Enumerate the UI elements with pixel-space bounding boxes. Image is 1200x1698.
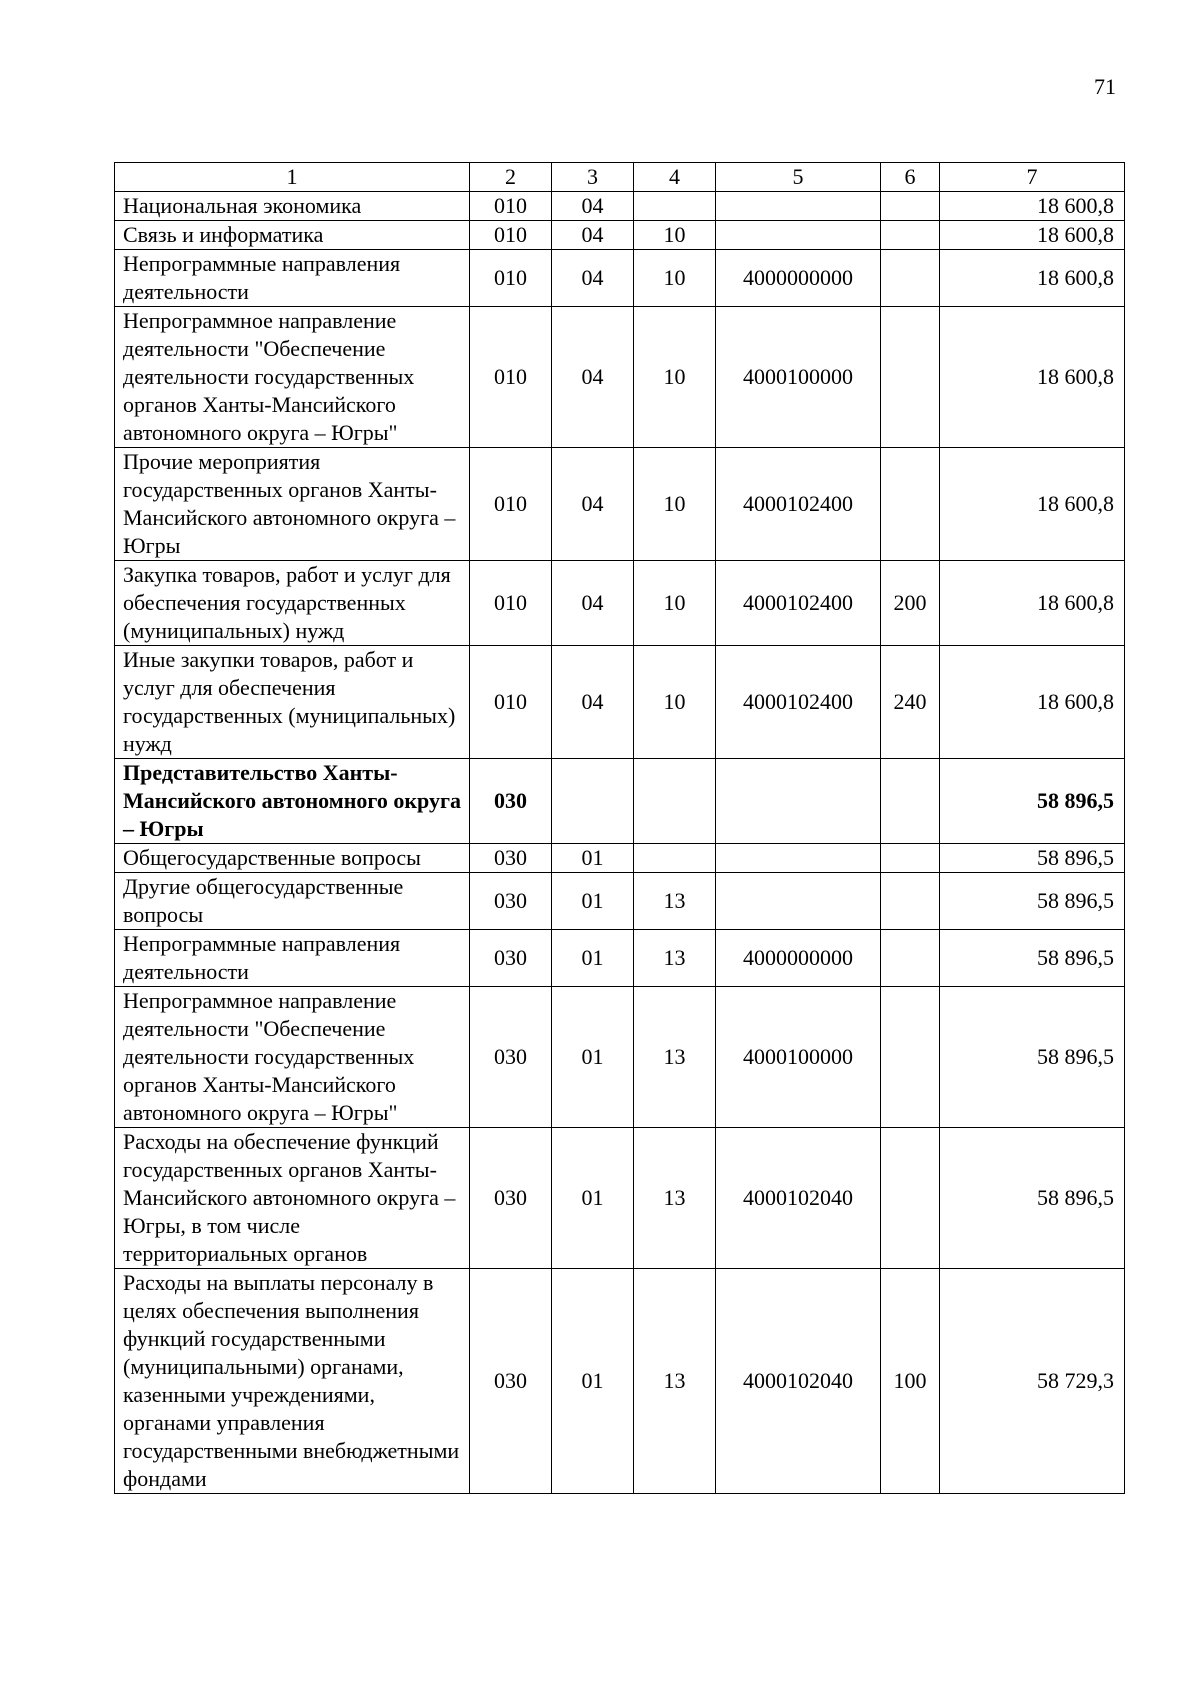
- header-cell-1: 1: [115, 163, 470, 192]
- row-col2-cell: 030: [470, 1269, 552, 1494]
- row-col3-cell: 01: [552, 1269, 634, 1494]
- row-col5-cell: 4000102040: [716, 1128, 881, 1269]
- row-col3-cell: 01: [552, 844, 634, 873]
- row-col4-cell: 13: [634, 1128, 716, 1269]
- row-col4-cell: 10: [634, 307, 716, 448]
- header-cell-6: 6: [881, 163, 940, 192]
- row-col6-cell: 240: [881, 646, 940, 759]
- row-amount-cell: 18 600,8: [940, 307, 1125, 448]
- row-name-cell: Общегосударственные вопросы: [115, 844, 470, 873]
- row-amount-cell: 58 896,5: [940, 930, 1125, 987]
- row-col5-cell: 4000100000: [716, 987, 881, 1128]
- table-row: [115, 759, 1125, 844]
- row-col5-cell: 4000102400: [716, 448, 881, 561]
- row-amount-cell: 18 600,8: [940, 561, 1125, 646]
- row-col3-cell: 04: [552, 250, 634, 307]
- row-col4-cell: 10: [634, 448, 716, 561]
- row-col6-cell: [881, 844, 940, 873]
- row-amount-cell: 58 729,3: [940, 1269, 1125, 1494]
- row-col3-cell: [552, 759, 634, 844]
- row-amount-cell: 18 600,8: [940, 221, 1125, 250]
- table-row: [115, 192, 1125, 221]
- table-row: [115, 987, 1125, 1128]
- row-col4-cell: [634, 844, 716, 873]
- table-row: [115, 250, 1125, 307]
- row-col6-cell: [881, 873, 940, 930]
- row-amount-cell: 58 896,5: [940, 873, 1125, 930]
- row-name-cell: Представительство Ханты-Мансийского автономного округа – Югры: [115, 759, 470, 844]
- header-cell-2: 2: [470, 163, 552, 192]
- row-col4-cell: 10: [634, 250, 716, 307]
- row-col3-cell: 01: [552, 987, 634, 1128]
- row-col5-cell: [716, 844, 881, 873]
- row-col3-cell: 01: [552, 873, 634, 930]
- row-amount-cell: 58 896,5: [940, 1128, 1125, 1269]
- row-col2-cell: 030: [470, 987, 552, 1128]
- row-col4-cell: 10: [634, 646, 716, 759]
- row-col3-cell: 04: [552, 192, 634, 221]
- table-row: [115, 646, 1125, 759]
- row-amount-cell: 58 896,5: [940, 844, 1125, 873]
- row-name-cell: Другие общегосударственные вопросы: [115, 873, 470, 930]
- row-name-cell: Национальная экономика: [115, 192, 470, 221]
- header-cell-7: 7: [940, 163, 1125, 192]
- row-col2-cell: 010: [470, 221, 552, 250]
- header-row: [115, 163, 1125, 192]
- row-col6-cell: [881, 307, 940, 448]
- row-col4-cell: 10: [634, 561, 716, 646]
- row-col5-cell: 4000000000: [716, 250, 881, 307]
- row-name-cell: Прочие мероприятия государственных органов Ханты-Мансийского автономного округа – Югры: [115, 448, 470, 561]
- row-name-cell: Связь и информатика: [115, 221, 470, 250]
- row-name-cell: Расходы на обеспечение функций государственных органов Ханты-Мансийского автономного округа – Югры, в том числе территориальных органов: [115, 1128, 470, 1269]
- table-row: [115, 930, 1125, 987]
- row-col3-cell: 04: [552, 561, 634, 646]
- row-col4-cell: 13: [634, 1269, 716, 1494]
- row-col5-cell: 4000100000: [716, 307, 881, 448]
- row-name-cell: Расходы на выплаты персоналу в целях обеспечения выполнения функций государственными (муниципальными) органами, казенными учреждениями, органами управления государственными внебюджетными фондами: [115, 1269, 470, 1494]
- budget-table: [114, 162, 1125, 1494]
- row-col6-cell: [881, 930, 940, 987]
- row-col5-cell: [716, 192, 881, 221]
- table-row: [115, 448, 1125, 561]
- row-name-cell: Непрограммное направление деятельности "Обеспечение деятельности государственных органов Ханты-Мансийского автономного округа – Югры": [115, 307, 470, 448]
- row-col2-cell: 010: [470, 192, 552, 221]
- row-name-cell: Непрограммные направления деятельности: [115, 930, 470, 987]
- row-name-cell: Непрограммные направления деятельности: [115, 250, 470, 307]
- row-name-cell: Иные закупки товаров, работ и услуг для обеспечения государственных (муниципальных) нужд: [115, 646, 470, 759]
- row-amount-cell: 18 600,8: [940, 192, 1125, 221]
- row-col2-cell: 030: [470, 759, 552, 844]
- table-row: [115, 561, 1125, 646]
- row-col6-cell: [881, 987, 940, 1128]
- table-row: [115, 221, 1125, 250]
- row-col5-cell: 4000102400: [716, 561, 881, 646]
- row-col3-cell: 04: [552, 448, 634, 561]
- row-col2-cell: 010: [470, 250, 552, 307]
- row-amount-cell: 58 896,5: [940, 987, 1125, 1128]
- header-cell-3: 3: [552, 163, 634, 192]
- table-row: [115, 873, 1125, 930]
- row-col4-cell: 13: [634, 987, 716, 1128]
- row-col3-cell: 01: [552, 930, 634, 987]
- row-col6-cell: [881, 448, 940, 561]
- row-col2-cell: 010: [470, 561, 552, 646]
- row-amount-cell: 58 896,5: [940, 759, 1125, 844]
- row-col2-cell: 030: [470, 930, 552, 987]
- row-col5-cell: 4000000000: [716, 930, 881, 987]
- row-col2-cell: 030: [470, 844, 552, 873]
- row-col6-cell: [881, 192, 940, 221]
- table-row: [115, 1128, 1125, 1269]
- row-col4-cell: [634, 192, 716, 221]
- table-row: [115, 1269, 1125, 1494]
- row-col6-cell: 200: [881, 561, 940, 646]
- page-number: 71: [1094, 74, 1116, 99]
- row-col6-cell: 100: [881, 1269, 940, 1494]
- row-col5-cell: 4000102040: [716, 1269, 881, 1494]
- row-col5-cell: 4000102400: [716, 646, 881, 759]
- row-col3-cell: 04: [552, 646, 634, 759]
- table-row: [115, 307, 1125, 448]
- row-col5-cell: [716, 873, 881, 930]
- table-row: [115, 844, 1125, 873]
- row-col5-cell: [716, 759, 881, 844]
- row-col6-cell: [881, 1128, 940, 1269]
- row-col4-cell: 13: [634, 873, 716, 930]
- header-cell-5: 5: [716, 163, 881, 192]
- row-col4-cell: 10: [634, 221, 716, 250]
- row-amount-cell: 18 600,8: [940, 250, 1125, 307]
- row-col2-cell: 030: [470, 873, 552, 930]
- row-col3-cell: 04: [552, 307, 634, 448]
- row-col4-cell: [634, 759, 716, 844]
- row-col3-cell: 04: [552, 221, 634, 250]
- row-col2-cell: 030: [470, 1128, 552, 1269]
- row-name-cell: Непрограммное направление деятельности "Обеспечение деятельности государственных органов Ханты-Мансийского автономного округа – Югры": [115, 987, 470, 1128]
- row-col6-cell: [881, 759, 940, 844]
- row-amount-cell: 18 600,8: [940, 448, 1125, 561]
- row-col5-cell: [716, 221, 881, 250]
- row-col4-cell: 13: [634, 930, 716, 987]
- row-col2-cell: 010: [470, 448, 552, 561]
- table-body: [115, 163, 1125, 1494]
- row-col3-cell: 01: [552, 1128, 634, 1269]
- header-cell-4: 4: [634, 163, 716, 192]
- row-amount-cell: 18 600,8: [940, 646, 1125, 759]
- row-col6-cell: [881, 221, 940, 250]
- row-col2-cell: 010: [470, 646, 552, 759]
- row-name-cell: Закупка товаров, работ и услуг для обеспечения государственных (муниципальных) нужд: [115, 561, 470, 646]
- row-col2-cell: 010: [470, 307, 552, 448]
- row-col6-cell: [881, 250, 940, 307]
